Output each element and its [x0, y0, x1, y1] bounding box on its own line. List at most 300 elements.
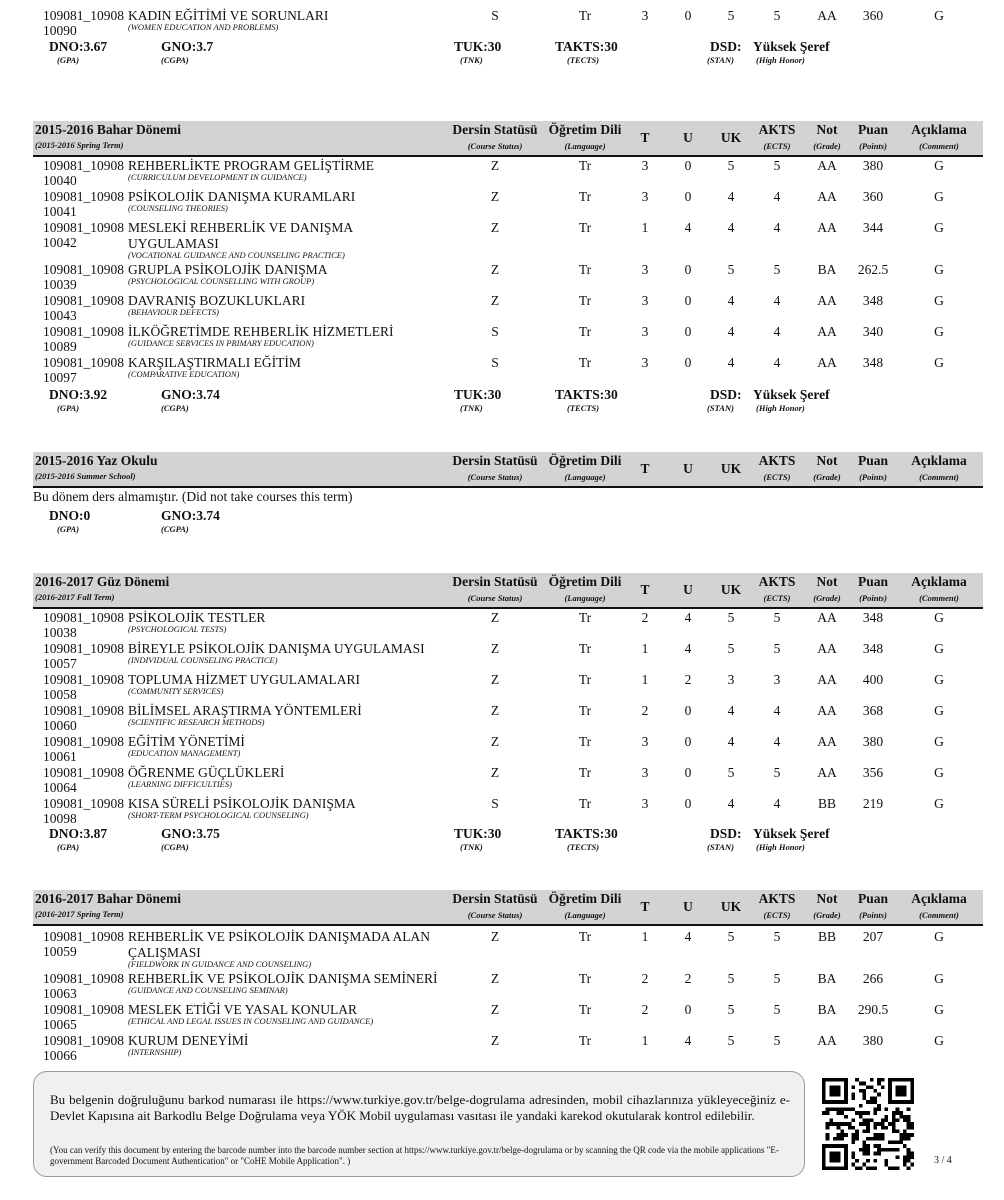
col-language-en: (Language)	[564, 141, 606, 151]
course-name-line: KISA SÜRELİ PSİKOLOJİK DANIŞMA	[128, 796, 356, 811]
course-name-line: REHBERLİKTE PROGRAM GELİŞTİRME	[128, 158, 374, 173]
course-t: 3	[641, 324, 649, 339]
course-akts: 5	[773, 971, 781, 986]
course-akts: 5	[773, 765, 781, 780]
course-name-en: (SHORT-TERM PSYCHOLOGICAL COUNSELING)	[128, 810, 309, 820]
course-name-en: (COUNSELING THEORIES)	[128, 203, 228, 213]
course-akts: 4	[773, 734, 781, 749]
course-points: 360	[862, 189, 884, 204]
course-comment: G	[934, 220, 944, 235]
course-language: Tr	[578, 765, 592, 780]
tects-value: TAKTS:30	[555, 387, 618, 402]
course-uk: 4	[727, 220, 735, 235]
col-comment: Açıklama	[911, 574, 967, 589]
course-grade: AA	[817, 158, 837, 173]
gpa-label: (GPA)	[57, 524, 80, 534]
course-grade: AA	[817, 8, 837, 23]
col-comment: Açıklama	[911, 122, 967, 137]
col-comment-en: (Comment)	[919, 141, 959, 151]
course-t: 3	[641, 189, 649, 204]
course-code: 109081_10908	[43, 703, 124, 718]
course-t: 2	[641, 703, 649, 718]
course-grade: AA	[817, 734, 837, 749]
col-grade-en: (Grade)	[813, 593, 841, 603]
course-comment: G	[934, 796, 944, 811]
course-comment: G	[934, 324, 944, 339]
course-uk: 4	[727, 355, 735, 370]
term-header	[33, 573, 983, 609]
course-status: Z	[490, 262, 500, 277]
col-grade-en: (Grade)	[813, 910, 841, 920]
course-grade: BA	[817, 262, 837, 277]
course-u: 0	[684, 796, 692, 811]
course-comment: G	[934, 765, 944, 780]
course-language: Tr	[578, 8, 592, 23]
course-code-suffix: 10043	[43, 308, 77, 323]
course-name-en: (CURRICULUM DEVELOPMENT IN GUIDANCE)	[128, 172, 307, 182]
course-code: 109081_10908	[43, 765, 124, 780]
course-language: Tr	[578, 929, 592, 944]
col-language: Öğretim Dili	[548, 574, 622, 589]
course-u: 4	[684, 929, 692, 944]
course-akts: 4	[773, 796, 781, 811]
col-language-en: (Language)	[564, 910, 606, 920]
course-row	[33, 641, 983, 671]
honor-value: Yüksek Şeref	[753, 39, 830, 54]
course-u: 0	[684, 1002, 692, 1017]
col-akts: AKTS	[758, 574, 796, 589]
course-uk: 5	[727, 610, 735, 625]
gpa-label: (GPA)	[57, 55, 80, 65]
course-comment: G	[934, 189, 944, 204]
course-language: Tr	[578, 220, 592, 235]
course-uk: 5	[727, 8, 735, 23]
course-language: Tr	[578, 672, 592, 687]
course-row	[33, 929, 983, 969]
gpa-value: DNO:3.87	[49, 826, 108, 841]
course-code-suffix: 10059	[43, 944, 77, 959]
course-code-suffix: 10038	[43, 625, 77, 640]
course-grade: AA	[817, 355, 837, 370]
course-akts: 5	[773, 158, 781, 173]
course-grade: AA	[817, 765, 837, 780]
page-number: 3 / 4	[934, 1155, 952, 1166]
course-u: 2	[684, 672, 692, 687]
course-status: S	[491, 8, 499, 23]
course-points: 290.5	[857, 1002, 889, 1017]
course-code-suffix: 10061	[43, 749, 77, 764]
course-name-en: (PSYCHOLOGICAL COUNSELLING WITH GROUP)	[128, 276, 315, 286]
course-status: Z	[490, 1002, 500, 1017]
col-grade: Not	[816, 574, 838, 589]
col-uk: UK	[720, 899, 742, 914]
course-name-line: MESLEK ETİĞİ VE YASAL KONULAR	[128, 1002, 357, 1017]
course-comment: G	[934, 641, 944, 656]
course-code: 109081_10908	[43, 641, 124, 656]
course-code-suffix: 10064	[43, 780, 77, 795]
gpa-value: DNO:3.92	[49, 387, 108, 402]
course-code-suffix: 10042	[43, 235, 77, 250]
col-status-en: (Course Status)	[467, 141, 523, 151]
honor-sub: (High Honor)	[756, 55, 805, 65]
course-grade: BB	[817, 796, 837, 811]
course-name	[128, 220, 448, 252]
course-row	[33, 293, 983, 323]
course-uk: 4	[727, 796, 735, 811]
course-code-suffix: 10089	[43, 339, 77, 354]
course-name-en: (FIELDWORK IN GUIDANCE AND COUNSELING)	[128, 959, 312, 969]
col-language-en: (Language)	[564, 593, 606, 603]
col-language: Öğretim Dili	[548, 891, 622, 906]
tects-value: TAKTS:30	[555, 39, 618, 54]
course-name-en: (ETHICAL AND LEGAL ISSUES IN COUNSELING AND GUIDANCE)	[128, 1016, 374, 1026]
course-name-en: (VOCATIONAL GUIDANCE AND COUNSELING PRACTICE)	[128, 250, 345, 260]
col-status: Dersin Statüsü	[452, 453, 538, 468]
course-points: 348	[862, 610, 884, 625]
stan-label: DSD:	[710, 387, 742, 402]
course-language: Tr	[578, 1002, 592, 1017]
course-comment: G	[934, 929, 944, 944]
course-akts: 4	[773, 355, 781, 370]
course-row	[33, 8, 983, 38]
term-title-en: (2015-2016 Summer School)	[35, 471, 136, 481]
course-t: 2	[641, 610, 649, 625]
course-name-line: KARŞILAŞTIRMALI EĞİTİM	[128, 355, 301, 370]
course-akts: 5	[773, 1033, 781, 1048]
course-name-line: KURUM DENEYİMİ	[128, 1033, 249, 1048]
course-t: 1	[641, 220, 649, 235]
course-code-suffix: 10066	[43, 1048, 77, 1063]
col-akts: AKTS	[758, 122, 796, 137]
course-code: 109081_10908	[43, 672, 124, 687]
course-name-line-2: UYGULAMASI	[128, 236, 219, 251]
course-comment: G	[934, 1002, 944, 1017]
course-u: 0	[684, 293, 692, 308]
course-comment: G	[934, 293, 944, 308]
course-code: 109081_10908	[43, 929, 124, 944]
verification-notice	[33, 1071, 805, 1177]
term-title: 2015-2016 Yaz Okulu	[35, 453, 158, 468]
course-name-line: ÖĞRENME GÜÇLÜKLERİ	[128, 765, 285, 780]
course-grade: AA	[817, 1033, 837, 1048]
course-status: Z	[490, 293, 500, 308]
col-comment-en: (Comment)	[919, 910, 959, 920]
col-akts-en: (ECTS)	[763, 910, 791, 920]
course-code: 109081_10908	[43, 189, 124, 204]
course-code-suffix: 10065	[43, 1017, 77, 1032]
course-points: 360	[862, 8, 884, 23]
course-code: 109081_10908	[43, 220, 124, 235]
course-code-suffix: 10041	[43, 204, 77, 219]
col-comment-en: (Comment)	[919, 472, 959, 482]
course-row	[33, 672, 983, 702]
col-points-en: (Points)	[859, 910, 887, 920]
verification-text-en: (You can verify this document by entering the barcode number into the barcode number section at https://www.turkiye.gov.tr/belge-dogrulama or by scanning the QR code via the mobile applications "E-government Barcoded Document Authentication" or "CoHE Mobile Application". )	[50, 1145, 779, 1166]
stan-sub: (STAN)	[707, 403, 734, 413]
col-points-en: (Points)	[859, 472, 887, 482]
course-name-line: EĞİTİM YÖNETİMİ	[128, 734, 245, 749]
course-t: 1	[641, 929, 649, 944]
course-code-suffix: 10098	[43, 811, 77, 826]
qr-code-icon[interactable]	[822, 1078, 914, 1170]
course-language: Tr	[578, 703, 592, 718]
tnk-label: (TNK)	[460, 55, 483, 65]
course-t: 2	[641, 971, 649, 986]
col-points: Puan	[857, 891, 889, 906]
col-language-en: (Language)	[564, 472, 606, 482]
course-grade: AA	[817, 220, 837, 235]
term-header	[33, 452, 983, 488]
course-u: 0	[684, 8, 692, 23]
course-row	[33, 971, 983, 1001]
course-uk: 4	[727, 189, 735, 204]
honor-sub: (High Honor)	[756, 403, 805, 413]
course-row	[33, 220, 983, 260]
col-u: U	[683, 899, 693, 914]
course-status: S	[491, 796, 499, 811]
course-code: 109081_10908	[43, 971, 124, 986]
course-uk: 4	[727, 703, 735, 718]
course-name-en: (COMMUNITY SERVICES)	[128, 686, 224, 696]
course-grade: BA	[817, 1002, 837, 1017]
course-row	[33, 796, 983, 826]
col-points-en: (Points)	[859, 141, 887, 151]
course-uk: 5	[727, 641, 735, 656]
col-uk: UK	[720, 582, 742, 597]
course-points: 380	[862, 1033, 884, 1048]
course-code-suffix: 10090	[43, 23, 77, 38]
course-comment: G	[934, 672, 944, 687]
course-grade: AA	[817, 610, 837, 625]
course-name-en: (COMPARATIVE EDUCATION)	[128, 369, 240, 379]
course-akts: 4	[773, 189, 781, 204]
course-t: 3	[641, 293, 649, 308]
course-code-suffix: 10057	[43, 656, 77, 671]
course-status: Z	[490, 189, 500, 204]
term-header	[33, 121, 983, 157]
course-language: Tr	[578, 641, 592, 656]
course-comment: G	[934, 1033, 944, 1048]
tnk-value: TUK:30	[454, 387, 502, 402]
course-code: 109081_10908	[43, 355, 124, 370]
course-name-en: (GUIDANCE SERVICES IN PRIMARY EDUCATION)	[128, 338, 314, 348]
course-akts: 3	[773, 672, 781, 687]
honor-value: Yüksek Şeref	[753, 826, 830, 841]
course-akts: 4	[773, 293, 781, 308]
course-t: 3	[641, 8, 649, 23]
cgpa-label: (CGPA)	[161, 842, 189, 852]
course-name-en: (BEHAVIOUR DEFECTS)	[128, 307, 219, 317]
course-u: 0	[684, 189, 692, 204]
course-row	[33, 703, 983, 733]
col-grade-en: (Grade)	[813, 472, 841, 482]
course-code: 109081_10908	[43, 262, 124, 277]
course-name-en: (GUIDANCE AND COUNSELING SEMINAR)	[128, 985, 288, 995]
tnk-value: TUK:30	[454, 826, 502, 841]
course-language: Tr	[578, 189, 592, 204]
gpa-value: DNO:3.67	[49, 39, 108, 54]
col-status: Dersin Statüsü	[452, 891, 538, 906]
course-comment: G	[934, 734, 944, 749]
stan-label: DSD:	[710, 826, 742, 841]
tects-label: (TECTS)	[567, 55, 600, 65]
course-name	[128, 929, 448, 961]
course-language: Tr	[578, 610, 592, 625]
course-points: 266	[862, 971, 884, 986]
course-points: 400	[862, 672, 884, 687]
course-points: 348	[862, 293, 884, 308]
course-status: Z	[490, 641, 500, 656]
course-code-suffix: 10063	[43, 986, 77, 1001]
course-status: S	[491, 324, 499, 339]
course-code-suffix: 10058	[43, 687, 77, 702]
course-grade: AA	[817, 641, 837, 656]
course-code: 109081_10908	[43, 8, 124, 23]
course-language: Tr	[578, 324, 592, 339]
honor-sub: (High Honor)	[756, 842, 805, 852]
col-grade: Not	[816, 891, 838, 906]
course-u: 0	[684, 703, 692, 718]
course-uk: 5	[727, 262, 735, 277]
gpa-label: (GPA)	[57, 842, 80, 852]
col-points: Puan	[857, 122, 889, 137]
course-comment: G	[934, 262, 944, 277]
col-language: Öğretim Dili	[548, 122, 622, 137]
stan-sub: (STAN)	[707, 55, 734, 65]
course-code: 109081_10908	[43, 324, 124, 339]
term-title-en: (2016-2017 Spring Term)	[35, 909, 124, 919]
course-points: 262.5	[857, 262, 889, 277]
course-u: 4	[684, 610, 692, 625]
course-row	[33, 1002, 983, 1032]
course-u: 0	[684, 734, 692, 749]
course-code: 109081_10908	[43, 158, 124, 173]
course-code-suffix: 10060	[43, 718, 77, 733]
course-t: 2	[641, 1002, 649, 1017]
course-points: 344	[862, 220, 884, 235]
col-points-en: (Points)	[859, 593, 887, 603]
course-code-suffix: 10040	[43, 173, 77, 188]
course-row	[33, 1033, 983, 1063]
course-name-en: (EDUCATION MANAGEMENT)	[128, 748, 241, 758]
course-points: 368	[862, 703, 884, 718]
course-grade: AA	[817, 672, 837, 687]
course-points: 348	[862, 355, 884, 370]
col-t: T	[640, 582, 650, 597]
term-title-en: (2016-2017 Fall Term)	[35, 592, 115, 602]
course-akts: 5	[773, 929, 781, 944]
course-name-en: (INDIVIDUAL COUNSELING PRACTICE)	[128, 655, 278, 665]
course-akts: 5	[773, 610, 781, 625]
course-name-line: TOPLUMA HİZMET UYGULAMALARI	[128, 672, 360, 687]
course-u: 4	[684, 641, 692, 656]
course-language: Tr	[578, 293, 592, 308]
course-points: 380	[862, 158, 884, 173]
course-akts: 4	[773, 324, 781, 339]
course-t: 3	[641, 796, 649, 811]
course-code: 109081_10908	[43, 796, 124, 811]
course-status: Z	[490, 971, 500, 986]
course-status: Z	[490, 610, 500, 625]
course-language: Tr	[578, 262, 592, 277]
course-comment: G	[934, 971, 944, 986]
term-title-en: (2015-2016 Spring Term)	[35, 140, 124, 150]
col-points: Puan	[857, 574, 889, 589]
tects-label: (TECTS)	[567, 403, 600, 413]
course-language: Tr	[578, 1033, 592, 1048]
col-akts-en: (ECTS)	[763, 593, 791, 603]
course-name-en: (LEARNING DIFFICULTIES)	[128, 779, 232, 789]
course-akts: 5	[773, 8, 781, 23]
term-title: 2015-2016 Bahar Dönemi	[35, 122, 182, 137]
tnk-value: TUK:30	[454, 39, 502, 54]
cgpa-label: (CGPA)	[161, 524, 189, 534]
course-points: 219	[862, 796, 884, 811]
col-akts-en: (ECTS)	[763, 472, 791, 482]
course-uk: 4	[727, 324, 735, 339]
course-comment: G	[934, 703, 944, 718]
course-u: 0	[684, 262, 692, 277]
course-grade: AA	[817, 293, 837, 308]
course-comment: G	[934, 158, 944, 173]
col-u: U	[683, 582, 693, 597]
col-uk: UK	[720, 461, 742, 476]
course-points: 380	[862, 734, 884, 749]
col-comment: Açıklama	[911, 891, 967, 906]
col-grade-en: (Grade)	[813, 141, 841, 151]
tnk-label: (TNK)	[460, 842, 483, 852]
course-language: Tr	[578, 355, 592, 370]
course-uk: 5	[727, 158, 735, 173]
course-akts: 4	[773, 220, 781, 235]
course-name-line: MESLEKİ REHBERLİK VE DANIŞMA	[128, 220, 354, 235]
course-grade: AA	[817, 189, 837, 204]
col-u: U	[683, 461, 693, 476]
course-u: 4	[684, 1033, 692, 1048]
verification-text-tr: Bu belgenin doğruluğunu barkod numarası ile https://www.turkiye.gov.tr/belge-dogrulama adresinden, mobil cihazlarınıza yükleyeceğiniz e-Devlet Kapısına ait Barkodlu Belge Doğrulama veya YÖK Mobil uygulaması vasıtası ile yandaki karekod okutularak kontrol edilebilir.	[50, 1092, 790, 1123]
course-code: 109081_10908	[43, 734, 124, 749]
cgpa-label: (CGPA)	[161, 55, 189, 65]
course-name-en: (INTERNSHIP)	[128, 1047, 182, 1057]
col-status-en: (Course Status)	[467, 593, 523, 603]
course-status: Z	[490, 220, 500, 235]
course-t: 1	[641, 641, 649, 656]
course-uk: 4	[727, 293, 735, 308]
course-uk: 5	[727, 1002, 735, 1017]
course-u: 0	[684, 158, 692, 173]
course-akts: 5	[773, 641, 781, 656]
stan-label: DSD:	[710, 39, 742, 54]
course-status: Z	[490, 158, 500, 173]
course-name-line-2: ÇALIŞMASI	[128, 945, 201, 960]
course-row	[33, 765, 983, 795]
course-name-line: BİREYLE PSİKOLOJİK DANIŞMA UYGULAMASI	[128, 641, 425, 656]
col-akts: AKTS	[758, 891, 796, 906]
course-u: 2	[684, 971, 692, 986]
course-t: 3	[641, 355, 649, 370]
honor-value: Yüksek Şeref	[753, 387, 830, 402]
course-points: 348	[862, 641, 884, 656]
cgpa-label: (CGPA)	[161, 403, 189, 413]
course-t: 3	[641, 765, 649, 780]
term-title: 2016-2017 Güz Dönemi	[35, 574, 170, 589]
course-language: Tr	[578, 796, 592, 811]
course-t: 3	[641, 158, 649, 173]
term-title: 2016-2017 Bahar Dönemi	[35, 891, 182, 906]
course-code: 109081_10908	[43, 1002, 124, 1017]
course-t: 3	[641, 734, 649, 749]
col-status: Dersin Statüsü	[452, 574, 538, 589]
